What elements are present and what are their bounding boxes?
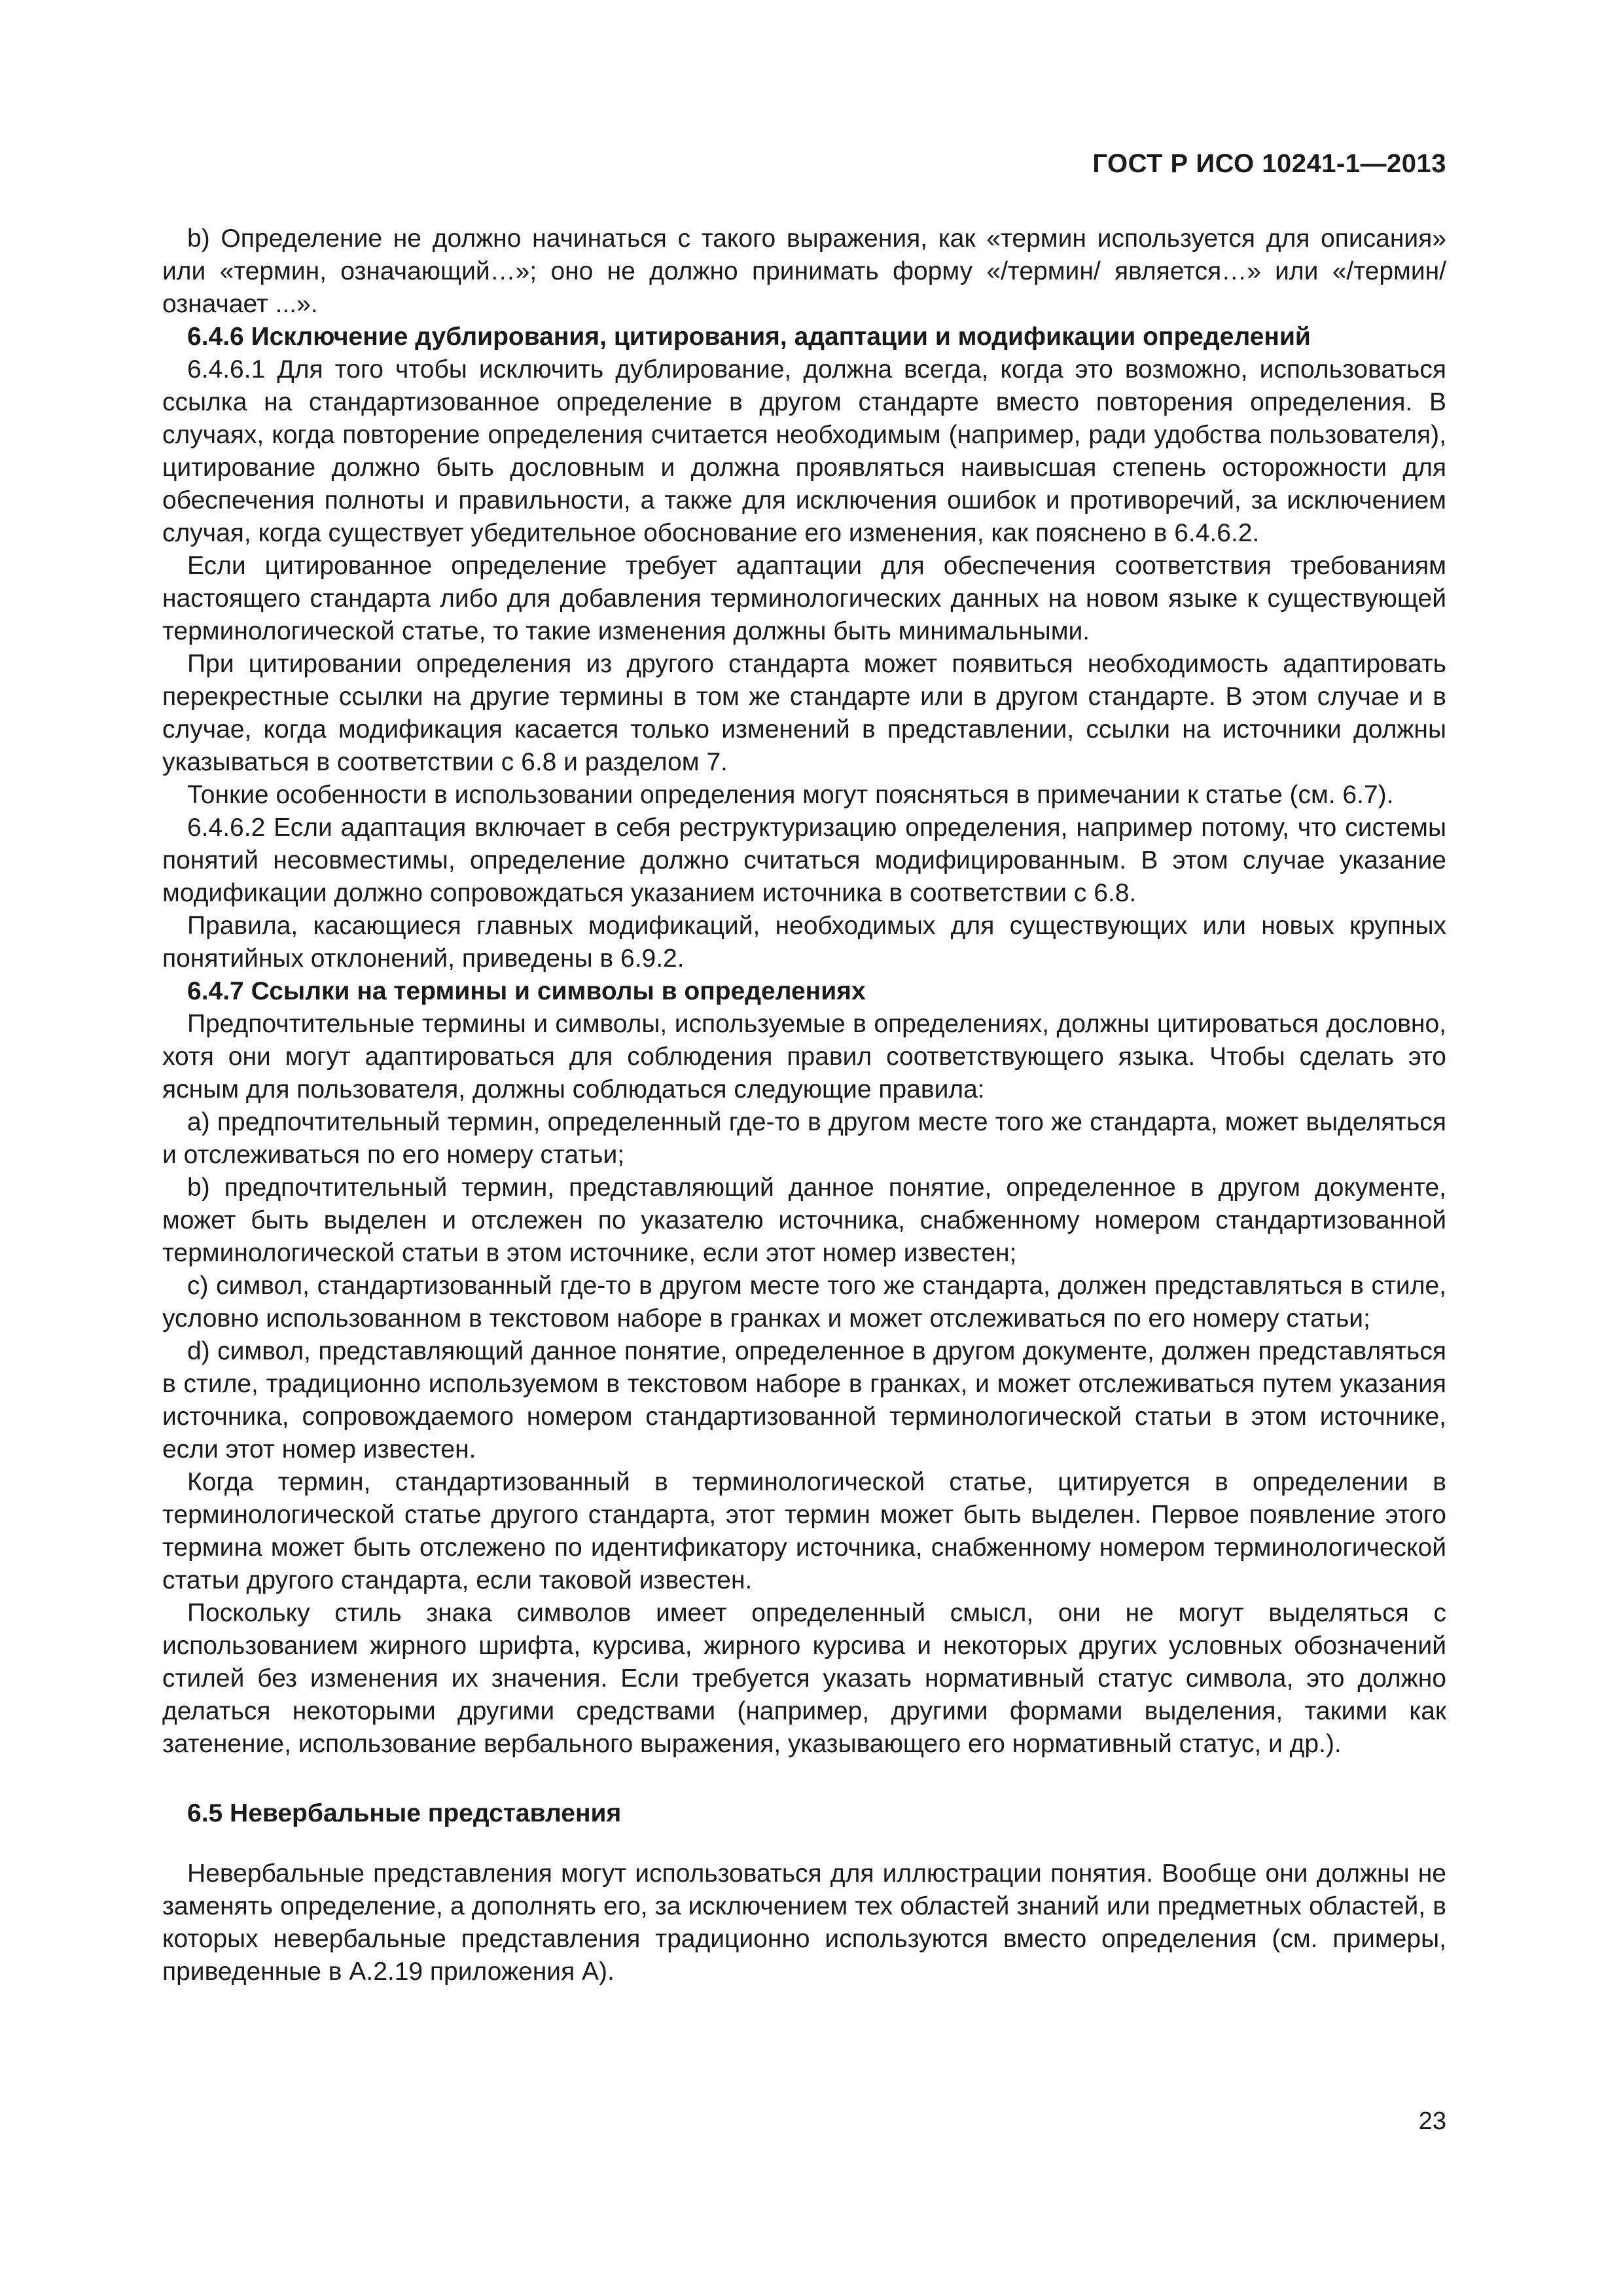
standard-designation: ГОСТ Р ИСО 10241-1—2013 xyxy=(1092,149,1446,178)
paragraph: Когда термин, стандартизованный в терминологической статье, цитируется в определении в терминологической статье другого стандарта, этот термин может быть выделен. Первое появление этого термина может быть отслежено по идентификатору источника, снабженному номером терминологической статьи другого стандарта, если таковой известен. xyxy=(162,1468,1446,1594)
list-item-a: a) предпочтительный термин, определенный где-то в другом месте того же стандарта, может выделяться и отслеживаться по его номеру статьи; xyxy=(162,1108,1446,1169)
paragraph: При цитировании определения из другого стандарта может появиться необходимость адаптировать перекрестные ссылки на другие термины в том же стандарте или в другом стандарте. В этом случае и в случае, когда модификация касается только изменений в представлении, ссылки на источники должны указываться в соответствии с 6.8 и разделом 7. xyxy=(162,650,1446,776)
paragraph: Правила, касающиеся главных модификаций, необходимых для существующих или новых крупных понятийных отклонений, приведены в 6.9.2. xyxy=(162,912,1446,973)
paragraph-6-4-6-2: 6.4.6.2 Если адаптация включает в себя реструктуризацию определения, например потому, что системы понятий несовместимы, определение должно считаться модифицированным. В этом случае указание модификации должно сопровождаться указанием источника в соответствии с 6.8. xyxy=(162,814,1446,907)
list-item-d: d) символ, представляющий данное понятие, определенное в другом документе, должен представляться в стиле, традиционно используемом в текстовом наборе в гранках, и может отслеживаться путем указания источника, сопровождаемого номером стандартизованной терминологической статьи в этом источнике, если этот номер известен. xyxy=(162,1337,1446,1463)
page-body xyxy=(162,223,1446,1988)
paragraph: Поскольку стиль знака символов имеет определенный смысл, они не могут выделяться с использованием жирного шрифта, курсива, жирного курсива и некоторых других условных обозначений стилей без изменения их значения. Если требуется указать нормативный статус символа, это должно делаться некоторыми другими средствами (например, другими формами выделения, такими как затенение, использование вербального выражения, указывающего его нормативный статус, и др.). xyxy=(162,1599,1446,1758)
section-heading-6-4-7: 6.4.7 Ссылки на термины и символы в определениях xyxy=(187,977,866,1005)
page-number: 23 xyxy=(1418,2108,1446,2135)
paragraph: Если цитированное определение требует адаптации для обеспечения соответствия требованиям настоящего стандарта либо для добавления терминологических данных на новом языке к существующей терминологической статье, то такие изменения должны быть минимальными. xyxy=(162,552,1446,645)
paragraph-list-item-b: b) Определение не должно начинаться с такого выражения, как «термин используется для описания» или «термин, означающий…»; оно не должно принимать форму «/термин/ является…» или «/термин/ означает ...». xyxy=(162,224,1446,318)
section-heading-6-4-6: 6.4.6 Исключение дублирования, цитирования, адаптации и модификации определений xyxy=(187,323,1311,351)
list-item-c: c) символ, стандартизованный где-то в другом месте того же стандарта, должен представляться в стиле, условно использованном в текстовом наборе в гранках и может отслеживаться по его номеру статьи; xyxy=(162,1272,1446,1333)
paragraph: Предпочтительные термины и символы, используемые в определениях, должны цитироваться дословно, хотя они могут адаптироваться для соблюдения правил соответствующего языка. Чтобы сделать это ясным для пользователя, должны соблюдаться следующие правила: xyxy=(162,1010,1446,1103)
paragraph: Невербальные представления могут использоваться для иллюстрации понятия. Вообще они должны не заменять определение, а дополнять его, за исключением тех областей знаний или предметных областей, в которых невербальные представления традиционно используются вместо определения (см. примеры, приведенные в А.2.19 приложения А). xyxy=(162,1859,1446,1986)
section-heading-6-5: 6.5 Невербальные представления xyxy=(187,1799,622,1827)
paragraph: Тонкие особенности в использовании определения могут поясняться в примечании к статье (см. 6.7). xyxy=(187,781,1394,809)
paragraph-6-4-6-1: 6.4.6.1 Для того чтобы исключить дублирование, должна всегда, когда это возможно, использоваться ссылка на стандартизованное определение в другом стандарте вместо повторения определения. В случаях, когда повторение определения считается необходимым (например, ради удобства пользователя), цитирование должно быть дословным и должна проявляться наивысшая степень осторожности для обеспечения полноты и правильности, а также для исключения ошибок и противоречий, за исключением случая, когда существует убедительное обоснование его изменения, как пояснено в 6.4.6.2. xyxy=(162,355,1446,547)
list-item-b: b) предпочтительный термин, представляющий данное понятие, определенное в другом документе, может быть выделен и отслежен по указателю источника, снабженному номером стандартизованной терминологической статьи в этом источнике, если этот номер известен; xyxy=(162,1174,1446,1267)
